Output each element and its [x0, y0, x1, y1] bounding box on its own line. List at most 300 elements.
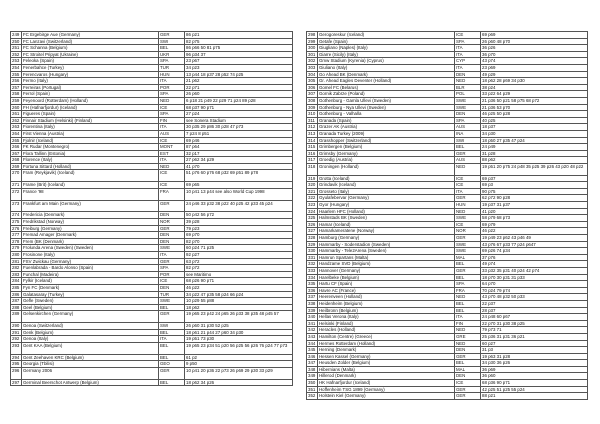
page-references: 18 p37	[481, 124, 588, 131]
page-references: 69 p69	[481, 32, 588, 39]
country-code: NED	[159, 97, 185, 104]
table-row	[307, 347, 588, 354]
entry-number: 344	[307, 340, 318, 347]
entry-number: 292	[11, 336, 22, 343]
club-name: Gothenburg - Nya Ullevi (Sweden)	[318, 104, 455, 111]
country-code: GER	[455, 150, 481, 157]
country-code: SWI	[455, 137, 481, 144]
country-code: SPA	[159, 111, 185, 118]
club-name: FH (Hafnarfjordur) (Iceland)	[22, 104, 159, 111]
entry-number: 257	[11, 84, 22, 91]
page-references: 34 p23	[185, 64, 293, 71]
club-name: HK Hafnarfjordur (Iceland)	[318, 380, 455, 387]
table-row	[11, 291, 293, 298]
club-name: Grasshopper (Switzerland)	[318, 137, 455, 144]
country-code: NOR	[159, 219, 185, 226]
club-name: First Vienna (Austria)	[22, 130, 159, 137]
entry-number: 337	[307, 294, 318, 301]
page-references: 18 p62 28 p69 34 p30	[481, 78, 588, 85]
entry-number: 330	[307, 248, 318, 255]
country-code: GER	[159, 311, 185, 323]
country-code: TUR	[159, 64, 185, 71]
table-row	[307, 64, 588, 71]
country-code: GER	[455, 353, 481, 360]
page-references: 18 p50 27 p35 47 p24	[481, 137, 588, 144]
club-name: Funchal (Madeira)	[22, 271, 159, 278]
table-row	[11, 64, 293, 71]
club-name: Finnair Stadium (Helsinki) (Finland)	[22, 117, 159, 124]
table-row	[11, 232, 293, 239]
country-code: POR	[159, 271, 185, 278]
club-name: FC Schanna (Belgium)	[22, 45, 159, 52]
club-name: Gothenburg - Gamla Ullevi (Sweden)	[318, 97, 455, 104]
table-row	[307, 287, 588, 294]
page-references: 18 p70 30 p31 31 p33	[481, 274, 588, 281]
country-code: ICE	[159, 104, 185, 111]
table-row	[11, 212, 293, 219]
table-row	[11, 78, 293, 85]
table-row	[307, 248, 588, 255]
country-code: BEL	[159, 329, 185, 336]
club-name: Heidenheim (Belgium)	[318, 300, 455, 307]
country-code: GER	[159, 200, 185, 212]
table-row	[307, 373, 588, 380]
entry-number: 307	[307, 91, 318, 98]
club-name: Fram (Reykjavik) (Iceland)	[22, 170, 159, 182]
table-row	[307, 294, 588, 301]
page-references: 58 p79 68 p73	[481, 215, 588, 222]
page-references: 21 p36 50 p21 58 p75 68 p72	[481, 97, 588, 104]
table-row	[307, 307, 588, 314]
table-row	[11, 336, 293, 343]
page-references: 49 p74	[481, 261, 588, 268]
country-code: BEL	[455, 144, 481, 151]
page-references: 69 p70	[185, 232, 293, 239]
table-row	[307, 195, 588, 202]
entry-number: 294	[11, 354, 22, 361]
entry-number: 250	[11, 38, 22, 45]
entry-number: 286	[11, 291, 22, 298]
table-row	[11, 200, 293, 212]
table-row	[307, 78, 588, 85]
country-code: TUR	[159, 291, 185, 298]
club-name: Grindavik (Iceland)	[318, 182, 455, 189]
entry-number: 309	[307, 104, 318, 111]
entry-number: 319	[307, 175, 318, 182]
country-code: ICE	[455, 175, 481, 182]
country-code: ITA	[159, 124, 185, 131]
page-references: 18 p62 34 p26	[185, 379, 293, 386]
club-name: Fjolnir (Iceland)	[22, 137, 159, 144]
entry-number: 280	[11, 252, 22, 259]
club-name: Grosseto (Italy)	[318, 188, 455, 195]
country-code: POR	[159, 84, 185, 91]
country-code: ITA	[159, 157, 185, 164]
entry-number: 255	[11, 71, 22, 78]
club-name: Grimsby (Germany)	[318, 150, 455, 157]
entry-number: 303	[307, 64, 318, 71]
table-row	[307, 97, 588, 104]
entry-number: 270	[11, 170, 22, 182]
club-index-table-right	[306, 31, 588, 400]
country-code: GEO	[159, 361, 185, 368]
club-name: FC Lanzavi (Switzerland)	[22, 38, 159, 45]
table-row	[11, 219, 293, 226]
page-references: 33 p32 35 p31 40 p24 42 p74	[481, 267, 588, 274]
table-row	[11, 117, 293, 124]
entry-number: 272	[11, 188, 22, 200]
club-name: Figueres (Spain)	[22, 111, 159, 118]
page-references: 41 p20	[481, 208, 588, 215]
entry-number: 317	[307, 157, 318, 164]
page-references: 69 p37	[481, 175, 588, 182]
entry-number: 331	[307, 254, 318, 261]
entry-number: 298	[307, 32, 318, 39]
country-code: NED	[455, 294, 481, 301]
entry-number: 311	[307, 117, 318, 124]
page-references: 63 p72	[185, 258, 293, 265]
table-row	[307, 274, 588, 281]
country-code: ICE	[159, 182, 185, 189]
page-references: 26 p60 31 p30 52 p25	[185, 323, 293, 330]
table-row	[307, 111, 588, 118]
table-row	[307, 130, 588, 137]
entry-number: 347	[307, 360, 318, 367]
page-references: 88 p21	[481, 393, 588, 400]
entry-number: 338	[307, 300, 318, 307]
entry-number: 300	[307, 45, 318, 52]
page-references: see Sonera Stadium	[185, 117, 293, 124]
table-row	[11, 51, 293, 58]
page-references: 86 p21	[185, 32, 293, 39]
table-row	[307, 254, 588, 261]
table-row	[307, 360, 588, 367]
club-name: Feleoka (Spain)	[22, 58, 159, 65]
page-references: see Maritimo	[185, 271, 293, 278]
entry-number: 253	[11, 58, 22, 65]
club-name: Fuenlabrada - Bardo Alonso (Spain)	[22, 265, 159, 272]
country-code: SWE	[455, 241, 481, 248]
club-name: Galatasaray (Turkey)	[22, 291, 159, 298]
entry-number: 265	[11, 137, 22, 144]
table-row	[11, 323, 293, 330]
club-name: Heilbronn (Belgium)	[318, 307, 455, 314]
club-name: Gent Zeehaven KRC (Belgium)	[22, 354, 159, 361]
page-references: 82 p70	[185, 238, 293, 245]
page-references: 69 p79	[481, 221, 588, 228]
country-code: NED	[455, 78, 481, 85]
country-code: GER	[159, 32, 185, 39]
table-row	[11, 91, 293, 98]
country-code: BEL	[159, 342, 185, 354]
table-row	[307, 175, 588, 182]
page-references: 22 p70 31 p30 38 p25	[481, 320, 588, 327]
entry-number: 332	[307, 261, 318, 268]
page-references: 60 p27	[481, 340, 588, 347]
country-code: SWE	[159, 245, 185, 252]
entry-number: 334	[307, 274, 318, 281]
entry-number: 348	[307, 366, 318, 373]
club-name: Hamar (Iceland)	[318, 221, 455, 228]
club-name: Ferreiras (Portugal)	[22, 84, 159, 91]
entry-number: 268	[11, 157, 22, 164]
country-code: SWE	[159, 298, 185, 305]
table-row	[11, 45, 293, 52]
page-references: 82 p75	[185, 38, 293, 45]
table-row	[11, 311, 293, 323]
club-name: Hammarby - Soderstadion (Sweden)	[318, 241, 455, 248]
table-row	[11, 137, 293, 144]
page-references: 19 p49 23 p62 43 p46 49	[481, 235, 588, 242]
club-name: Fenerbahce (Turkey)	[22, 64, 159, 71]
table-row	[11, 258, 293, 265]
club-name: Georgia (Tbilisi)	[22, 361, 159, 368]
table-row	[307, 333, 588, 340]
table-row	[11, 124, 293, 131]
entry-number: 279	[11, 245, 22, 252]
page-references: 34 p30	[481, 130, 588, 137]
country-code: BEL	[159, 45, 185, 52]
page-references: 13 p44 18 p37 28 p52 74 p25	[185, 71, 293, 78]
entry-number: 290	[11, 323, 22, 330]
country-code: SWE	[455, 248, 481, 255]
page-references: 49 p29	[481, 71, 588, 78]
table-row	[307, 380, 588, 387]
page-references: 26 p60 48 p70	[481, 38, 588, 45]
page-references: 21 p62	[185, 78, 293, 85]
table-row	[11, 111, 293, 118]
club-name: Herning (Denmark)	[318, 347, 455, 354]
table-row	[11, 238, 293, 245]
page-references: 10 p41 20 p36 22 p73 26 p69 29 p30 33 p29	[185, 367, 293, 379]
club-name: Germany 2006	[22, 367, 159, 379]
entry-number: 256	[11, 78, 22, 85]
entry-number: 329	[307, 241, 318, 248]
country-code: UKR	[159, 51, 185, 58]
club-name: Hoffenheim TSG 1899 (Germany)	[318, 386, 455, 393]
table-row	[11, 252, 293, 259]
country-code: ICE	[159, 137, 185, 144]
club-name: Haarlem HFC (Holland)	[318, 208, 455, 215]
page-references: 60 p24 71 p25	[185, 245, 293, 252]
table-row	[11, 32, 293, 39]
table-row	[11, 97, 293, 104]
country-code: SWI	[159, 38, 185, 45]
club-name: Hessen Kassel (Germany)	[318, 353, 455, 360]
club-index-table-left	[10, 31, 293, 386]
table-row	[307, 157, 588, 164]
country-code: SPA	[159, 58, 185, 65]
table-row	[11, 144, 293, 151]
page-references: 34 p22 47 p35 58 p24 66 p24	[185, 291, 293, 298]
entry-number: 288	[11, 304, 22, 311]
country-code: BEL	[455, 307, 481, 314]
club-name: Flora Tallinn (Estonia)	[22, 150, 159, 157]
entry-number: 327	[307, 228, 318, 235]
club-name: Havre AC (France)	[318, 287, 455, 294]
entry-number: 315	[307, 144, 318, 151]
page-references: 68 p37 90 p71	[185, 104, 293, 111]
club-name: Heracles (Holland)	[318, 327, 455, 334]
club-name: Genoa (Switzerland)	[22, 323, 159, 330]
page-references: 92 p27	[185, 252, 293, 259]
table-row	[11, 361, 293, 368]
club-name: Frolunda Arena (Sweden) (Sweden)	[22, 245, 159, 252]
club-name: Grotta (Iceland)	[318, 175, 455, 182]
page-references: 34 p30 36 p26	[481, 360, 588, 367]
country-code: DEN	[159, 232, 185, 239]
country-code: AUS	[455, 157, 481, 164]
page-references: 86 p66 50 81 p75	[185, 45, 293, 52]
country-code: SPA	[159, 265, 185, 272]
entry-number: 305	[307, 78, 318, 85]
club-name: Hellas Verona (Italy)	[318, 314, 455, 321]
country-code: ICE	[455, 182, 481, 189]
entry-number: 259	[11, 97, 22, 104]
table-row	[11, 298, 293, 305]
page-references: 36 p60	[481, 373, 588, 380]
page-references: 61 p2	[185, 354, 293, 361]
country-code: MAL	[455, 254, 481, 261]
table-row	[307, 366, 588, 373]
page-references: 23 p69	[481, 64, 588, 71]
table-row	[307, 320, 588, 327]
country-code: ITA	[159, 336, 185, 343]
country-code: ITA	[455, 64, 481, 71]
page-references: 69 p3	[481, 182, 588, 189]
entry-number: 306	[307, 84, 318, 91]
page-references: 69 p46	[185, 137, 293, 144]
club-name: Gomel FC (Belarus)	[318, 84, 455, 91]
table-row	[11, 225, 293, 232]
country-code: DEN	[455, 71, 481, 78]
club-name: Florence (Italy)	[22, 157, 159, 164]
page-references: 23 p67	[185, 58, 293, 65]
club-name: FSV Zwickau (Germany)	[22, 258, 159, 265]
table-row	[11, 84, 293, 91]
table-row	[307, 188, 588, 195]
page-references: 69 p65	[185, 182, 293, 189]
entry-number: 345	[307, 347, 318, 354]
entry-number: 263	[11, 124, 22, 131]
entry-number: 313	[307, 130, 318, 137]
table-row	[11, 58, 293, 65]
page-references: 50 p42 56 p72	[185, 212, 293, 219]
country-code: FIN	[455, 320, 481, 327]
club-name: Gr. Ahead Eagles Deventer (Holland)	[318, 78, 455, 85]
page-references: 68 p36 90 p71	[481, 380, 588, 387]
entry-number: 271	[11, 182, 22, 189]
club-name: Hillerod (Denmark)	[318, 373, 455, 380]
entry-number: 273	[11, 200, 22, 212]
page-references: 7 p24 8 p51	[185, 130, 293, 137]
table-row	[11, 271, 293, 278]
entry-number: 324	[307, 208, 318, 215]
entry-number: 322	[307, 195, 318, 202]
club-name: Gerogoreskur (Iceland)	[318, 32, 455, 39]
entry-number: 328	[307, 235, 318, 242]
entry-number: 310	[307, 111, 318, 118]
table-row	[11, 130, 293, 137]
entry-number: 252	[11, 51, 22, 58]
table-row	[307, 104, 588, 111]
table-row	[11, 284, 293, 291]
country-code: ICE	[455, 32, 481, 39]
page-references: 64 p70	[481, 281, 588, 288]
entry-number: 333	[307, 267, 318, 274]
country-code: ICE	[159, 170, 185, 182]
entry-number: 285	[11, 284, 22, 291]
club-name: Hamilton (Centre) (Greece)	[318, 333, 455, 340]
table-row	[11, 245, 293, 252]
table-row	[307, 241, 588, 248]
page-references: 22 p37	[481, 300, 588, 307]
club-name: Frankfurt am Main (Germany)	[22, 200, 159, 212]
entry-number: 295	[11, 361, 22, 368]
entry-number: 318	[307, 163, 318, 175]
table-row	[11, 71, 293, 78]
country-code: DEN	[159, 212, 185, 219]
page-references: 9 p50	[185, 361, 293, 368]
club-name: Fyn FC (Denmark)	[22, 284, 159, 291]
country-code: ITA	[455, 45, 481, 52]
entry-number: 336	[307, 287, 318, 294]
country-code: SWE	[455, 97, 481, 104]
table-row	[307, 71, 588, 78]
entry-number: 302	[307, 58, 318, 65]
entry-number: 335	[307, 281, 318, 288]
club-name: Hamburg (Germany)	[318, 235, 455, 242]
table-row	[307, 124, 588, 131]
entry-number: 297	[11, 379, 22, 386]
club-name: Gyulafebervar (Germany)	[318, 195, 455, 202]
country-code: CYP	[455, 58, 481, 65]
page-references: 43 p70 48 p32 50 p33	[481, 294, 588, 301]
page-references: 41 p70	[185, 163, 293, 170]
table-row	[11, 265, 293, 272]
table-row	[307, 45, 588, 52]
country-code: BLR	[455, 84, 481, 91]
table-row	[307, 235, 588, 242]
country-code: GER	[159, 258, 185, 265]
club-name: Ferrol (Spain)	[22, 91, 159, 98]
club-name: Frame (Brit) (Iceland)	[22, 182, 159, 189]
page-references: 28 p37	[481, 307, 588, 314]
table-row	[307, 208, 588, 215]
club-name: Hermes Rotterdam (Holland)	[318, 340, 455, 347]
entry-number: 308	[307, 97, 318, 104]
country-code: DEN	[455, 111, 481, 118]
country-code: AUS	[159, 130, 185, 137]
club-name: Gelsenkirchen (Germany)	[22, 311, 159, 323]
entry-number: 278	[11, 238, 22, 245]
club-name: Hannover (Germany)	[318, 267, 455, 274]
entry-number: 249	[11, 32, 22, 39]
country-code: BEL	[159, 304, 185, 311]
page-references: 46 p25 50 p28	[481, 111, 588, 118]
page-references: 96 p34 37	[185, 51, 293, 58]
entry-number: 287	[11, 298, 22, 305]
page-references: 36 p26	[481, 45, 588, 52]
table-row	[307, 327, 588, 334]
club-name: Fremad Amager (Denmark)	[22, 232, 159, 239]
table-row	[11, 38, 293, 45]
country-code: GER	[455, 195, 481, 202]
table-row	[11, 188, 293, 200]
page-references: 27 p24	[185, 111, 293, 118]
entry-number: 350	[307, 380, 318, 387]
table-row	[11, 379, 293, 386]
